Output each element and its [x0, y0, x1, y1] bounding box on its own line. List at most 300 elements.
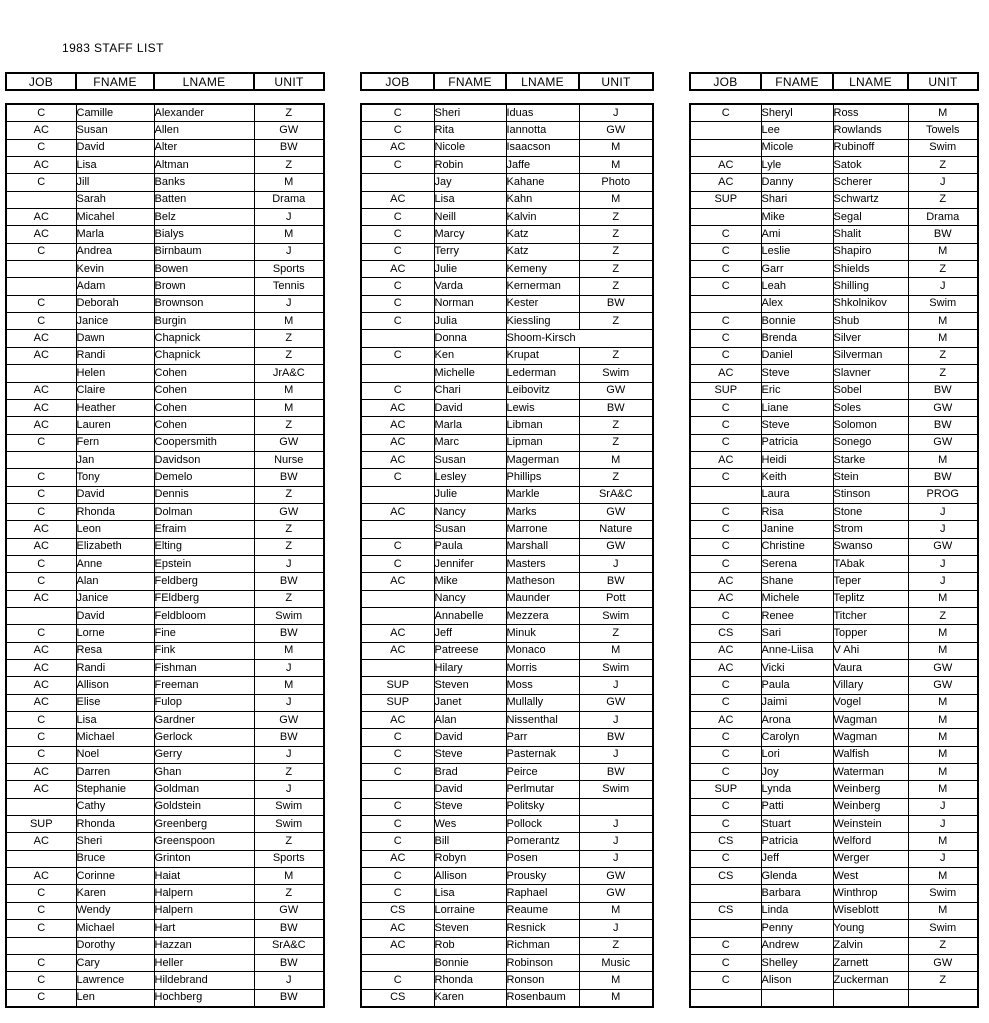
fname-cell: Jill: [76, 174, 154, 191]
job-cell: C: [6, 174, 76, 191]
job-cell: C: [6, 434, 76, 451]
unit-cell: Z: [254, 833, 324, 850]
unit-cell: M: [908, 330, 978, 347]
job-cell: C: [361, 868, 434, 885]
fname-cell: Rhonda: [76, 503, 154, 520]
job-cell: [6, 261, 76, 278]
job-cell: [361, 365, 434, 382]
table-row: [690, 937, 978, 954]
lname-cell: Marshall: [506, 538, 579, 555]
fname-cell: Alan: [76, 573, 154, 590]
fname-cell: Alex: [761, 295, 833, 312]
table-row: [690, 417, 978, 434]
job-cell: C: [361, 347, 434, 364]
fname-cell: Neill: [434, 209, 506, 226]
job-cell: C: [6, 139, 76, 156]
job-cell: CS: [690, 833, 761, 850]
table-row: [6, 521, 324, 538]
unit-cell: J: [254, 555, 324, 572]
unit-cell: Swim: [908, 295, 978, 312]
fname-cell: Elise: [76, 694, 154, 711]
job-cell: CS: [690, 625, 761, 642]
table-row: [690, 642, 978, 659]
fname-cell: Paula: [761, 677, 833, 694]
job-cell: [690, 920, 761, 937]
fname-cell: Nancy: [434, 503, 506, 520]
job-cell: [361, 590, 434, 607]
fname-cell: Barbara: [761, 885, 833, 902]
unit-cell: GW: [579, 868, 653, 885]
column-header-unit: UNIT: [579, 73, 653, 90]
table-row: [690, 625, 978, 642]
lname-cell: Fink: [154, 642, 254, 659]
lname-cell: Lipman: [506, 434, 579, 451]
unit-cell: Z: [254, 347, 324, 364]
lname-cell: Weinberg: [833, 798, 908, 815]
job-cell: C: [361, 555, 434, 572]
table-row: [690, 451, 978, 468]
table-row: [361, 451, 653, 468]
job-cell: AC: [361, 625, 434, 642]
job-cell: C: [6, 469, 76, 486]
table-row: [6, 174, 324, 191]
job-cell: C: [690, 434, 761, 451]
unit-cell: J: [908, 850, 978, 867]
fname-cell: Jeff: [761, 850, 833, 867]
table-row: [6, 486, 324, 503]
job-cell: AC: [6, 122, 76, 139]
job-cell: AC: [6, 330, 76, 347]
job-cell: C: [690, 798, 761, 815]
job-cell: AC: [690, 712, 761, 729]
fname-cell: Cary: [76, 954, 154, 971]
unit-cell: J: [254, 746, 324, 763]
unit-cell: M: [579, 989, 653, 1007]
job-cell: C: [6, 746, 76, 763]
unit-cell: Towels: [908, 122, 978, 139]
lname-cell: Magerman: [506, 451, 579, 468]
fname-cell: Janice: [76, 313, 154, 330]
table-row: [6, 902, 324, 919]
staff-table-column-2: [360, 72, 654, 1008]
job-cell: C: [690, 729, 761, 746]
lname-cell: Dennis: [154, 486, 254, 503]
lname-cell: Feldbloom: [154, 607, 254, 624]
fname-cell: Rob: [434, 937, 506, 954]
job-cell: [6, 850, 76, 867]
table-row: [690, 607, 978, 624]
fname-cell: Robyn: [434, 850, 506, 867]
fname-cell: Donna: [434, 330, 506, 347]
unit-cell: GW: [908, 660, 978, 677]
table-row: [690, 989, 978, 1007]
fname-cell: Susan: [434, 451, 506, 468]
table-row: [361, 469, 653, 486]
unit-cell: GW: [908, 434, 978, 451]
fname-cell: Resa: [76, 642, 154, 659]
table-row: [6, 677, 324, 694]
job-cell: AC: [6, 694, 76, 711]
unit-cell: M: [908, 746, 978, 763]
unit-cell: M: [908, 313, 978, 330]
fname-cell: Patti: [761, 798, 833, 815]
fname-cell: Lesley: [434, 469, 506, 486]
job-cell: C: [361, 885, 434, 902]
lname-cell: Mullally: [506, 694, 579, 711]
fname-cell: Varda: [434, 278, 506, 295]
table-row: [361, 417, 653, 434]
lname-cell: Satok: [833, 157, 908, 174]
table-row: [6, 920, 324, 937]
fname-cell: Bonnie: [434, 954, 506, 971]
table-row: [690, 347, 978, 364]
table-row: [361, 764, 653, 781]
lname-cell: Monaco: [506, 642, 579, 659]
fname-cell: Laura: [761, 486, 833, 503]
fname-cell: Alison: [761, 972, 833, 989]
job-cell: C: [361, 295, 434, 312]
table-row: [6, 226, 324, 243]
fname-cell: Stuart: [761, 816, 833, 833]
fname-cell: Julie: [434, 486, 506, 503]
unit-cell: J: [908, 798, 978, 815]
unit-cell: Sports: [254, 850, 324, 867]
table-row: [690, 555, 978, 572]
job-cell: C: [361, 469, 434, 486]
table-row: [6, 209, 324, 226]
table-row: [361, 729, 653, 746]
lname-cell: Lederman: [506, 365, 579, 382]
lname-cell: Markle: [506, 486, 579, 503]
job-cell: AC: [361, 434, 434, 451]
column-header-job: JOB: [6, 73, 76, 90]
lname-cell: Goldman: [154, 781, 254, 798]
unit-cell: Swim: [908, 885, 978, 902]
unit-cell: J: [254, 972, 324, 989]
fname-cell: Noel: [76, 746, 154, 763]
fname-cell: Marc: [434, 434, 506, 451]
job-cell: C: [690, 278, 761, 295]
fname-cell: Adam: [76, 278, 154, 295]
fname-cell: Lyle: [761, 157, 833, 174]
table-row: [361, 590, 653, 607]
fname-cell: Fern: [76, 434, 154, 451]
lname-cell: Winthrop: [833, 885, 908, 902]
unit-cell: M: [908, 590, 978, 607]
lname-cell: Rubinoff: [833, 139, 908, 156]
table-row: [6, 850, 324, 867]
fname-cell: Randi: [76, 347, 154, 364]
job-cell: C: [6, 989, 76, 1007]
table-row: [361, 278, 653, 295]
table-row: [690, 226, 978, 243]
table-row: [6, 816, 324, 833]
table-row: [361, 625, 653, 642]
unit-cell: BW: [254, 573, 324, 590]
lname-cell: Hazzan: [154, 937, 254, 954]
lname-cell: Krupat: [506, 347, 579, 364]
job-cell: C: [6, 243, 76, 260]
staff-table: [689, 103, 979, 1008]
table-row: [690, 694, 978, 711]
unit-cell: Tennis: [254, 278, 324, 295]
fname-cell: Steve: [434, 746, 506, 763]
fname-cell: Steven: [434, 677, 506, 694]
job-cell: C: [361, 278, 434, 295]
fname-cell: Marcy: [434, 226, 506, 243]
table-row: [690, 781, 978, 798]
unit-cell: Drama: [908, 209, 978, 226]
fname-cell: Lisa: [434, 885, 506, 902]
lname-cell: Birnbaum: [154, 243, 254, 260]
job-cell: [361, 607, 434, 624]
lname-cell: Cohen: [154, 365, 254, 382]
lname-cell: Parr: [506, 729, 579, 746]
unit-cell: Z: [254, 417, 324, 434]
fname-cell: Eric: [761, 382, 833, 399]
job-cell: [690, 989, 761, 1007]
unit-cell: BW: [579, 573, 653, 590]
fname-cell: Julia: [434, 313, 506, 330]
job-cell: SUP: [361, 677, 434, 694]
lname-cell: Bialys: [154, 226, 254, 243]
header-row: [690, 73, 978, 90]
table-row: [361, 850, 653, 867]
table-row: [361, 954, 653, 971]
fname-cell: Andrea: [76, 243, 154, 260]
lname-cell: Bowen: [154, 261, 254, 278]
fname-cell: Chari: [434, 382, 506, 399]
job-cell: AC: [6, 209, 76, 226]
table-row: [361, 295, 653, 312]
fname-cell: Shelley: [761, 954, 833, 971]
lname-cell: Dolman: [154, 503, 254, 520]
table-row: [6, 417, 324, 434]
lname-cell: Phillips: [506, 469, 579, 486]
fname-cell: Glenda: [761, 868, 833, 885]
fname-cell: Lori: [761, 746, 833, 763]
lname-cell: Politsky: [506, 798, 579, 815]
table-row: [361, 972, 653, 989]
lname-cell: Weinberg: [833, 781, 908, 798]
fname-cell: Daniel: [761, 347, 833, 364]
job-cell: C: [6, 729, 76, 746]
lname-cell: Coopersmith: [154, 434, 254, 451]
fname-cell: Randi: [76, 660, 154, 677]
fname-cell: Shari: [761, 191, 833, 208]
fname-cell: Keith: [761, 469, 833, 486]
lname-cell: Belz: [154, 209, 254, 226]
table-row: [6, 278, 324, 295]
table-row: [361, 521, 653, 538]
job-cell: C: [6, 972, 76, 989]
lname-cell: Scherer: [833, 174, 908, 191]
table-row: [361, 989, 653, 1007]
job-cell: CS: [361, 989, 434, 1007]
lname-cell: Vogel: [833, 694, 908, 711]
unit-cell: Drama: [254, 191, 324, 208]
job-cell: C: [690, 816, 761, 833]
fname-cell: Hilary: [434, 660, 506, 677]
table-row: [361, 174, 653, 191]
unit-cell: M: [908, 625, 978, 642]
lname-cell: Kester: [506, 295, 579, 312]
fname-cell: David: [76, 607, 154, 624]
unit-cell: Z: [254, 330, 324, 347]
lname-cell: Iannotta: [506, 122, 579, 139]
unit-cell: Z: [908, 607, 978, 624]
staff-table: [360, 103, 654, 1008]
job-cell: C: [361, 538, 434, 555]
fname-cell: Julie: [434, 261, 506, 278]
unit-cell: Swim: [254, 798, 324, 815]
fname-cell: Jaimi: [761, 694, 833, 711]
unit-cell: Z: [254, 538, 324, 555]
table-row: [690, 885, 978, 902]
job-cell: [690, 885, 761, 902]
unit-cell: BW: [254, 139, 324, 156]
lname-cell: Cohen: [154, 417, 254, 434]
header-row: [361, 73, 653, 90]
job-cell: AC: [361, 417, 434, 434]
unit-cell: Pott: [579, 590, 653, 607]
fname-cell: Anne-Liisa: [761, 642, 833, 659]
table-row: [690, 521, 978, 538]
unit-cell: J: [579, 920, 653, 937]
job-cell: C: [690, 347, 761, 364]
table-row: [6, 607, 324, 624]
fname-cell: Linda: [761, 902, 833, 919]
column-header-unit: UNIT: [908, 73, 978, 90]
column-header-lname: LNAME: [154, 73, 254, 90]
unit-cell: M: [908, 833, 978, 850]
unit-cell: GW: [579, 122, 653, 139]
table-row: [361, 122, 653, 139]
job-cell: C: [6, 503, 76, 520]
unit-cell: M: [254, 313, 324, 330]
table-row: [690, 729, 978, 746]
unit-cell: J: [908, 278, 978, 295]
table-row: [6, 989, 324, 1007]
job-cell: C: [690, 677, 761, 694]
table-row: [361, 365, 653, 382]
column-header-job: JOB: [361, 73, 434, 90]
unit-cell: BW: [254, 625, 324, 642]
table-row: [361, 573, 653, 590]
job-cell: C: [6, 920, 76, 937]
job-cell: C: [690, 399, 761, 416]
table-row: [361, 191, 653, 208]
unit-cell: M: [908, 642, 978, 659]
fname-cell: Mike: [434, 573, 506, 590]
table-row: [690, 677, 978, 694]
lname-cell: Brown: [154, 278, 254, 295]
job-cell: AC: [361, 937, 434, 954]
fname-cell: Rhonda: [76, 816, 154, 833]
table-row: [690, 486, 978, 503]
job-cell: SUP: [361, 694, 434, 711]
job-cell: AC: [361, 503, 434, 520]
table-row: [361, 313, 653, 330]
lname-cell: Ross: [833, 104, 908, 122]
fname-cell: Michele: [761, 590, 833, 607]
table-row: [361, 920, 653, 937]
lname-cell: Grinton: [154, 850, 254, 867]
unit-cell: Z: [908, 157, 978, 174]
lname-cell: Matheson: [506, 573, 579, 590]
fname-cell: Janice: [76, 590, 154, 607]
job-cell: AC: [6, 833, 76, 850]
job-cell: C: [6, 313, 76, 330]
lname-cell: Wagman: [833, 712, 908, 729]
lname-cell: Pomerantz: [506, 833, 579, 850]
job-cell: [6, 278, 76, 295]
table-row: [6, 694, 324, 711]
fname-cell: Andrew: [761, 937, 833, 954]
fname-cell: Nancy: [434, 590, 506, 607]
table-row: [6, 538, 324, 555]
table-row: [361, 555, 653, 572]
lname-cell: Lewis: [506, 399, 579, 416]
unit-cell: Sports: [254, 261, 324, 278]
job-cell: AC: [361, 573, 434, 590]
unit-cell: GW: [254, 434, 324, 451]
fname-cell: Allison: [434, 868, 506, 885]
fname-cell: Alan: [434, 712, 506, 729]
unit-cell: M: [579, 191, 653, 208]
job-cell: AC: [6, 382, 76, 399]
job-cell: AC: [6, 642, 76, 659]
table-row: [6, 798, 324, 815]
job-cell: AC: [6, 660, 76, 677]
table-row: [690, 209, 978, 226]
job-cell: AC: [690, 451, 761, 468]
lname-cell: Prousky: [506, 868, 579, 885]
table-row: [361, 486, 653, 503]
fname-cell: Steve: [434, 798, 506, 815]
table-row: [690, 122, 978, 139]
lname-cell: Gerlock: [154, 729, 254, 746]
lname-cell: Kemeny: [506, 261, 579, 278]
unit-cell: Z: [254, 104, 324, 122]
job-cell: AC: [6, 521, 76, 538]
lname-cell: Katz: [506, 226, 579, 243]
fname-cell: Rhonda: [434, 972, 506, 989]
staff-table-column-1: [5, 72, 325, 1008]
job-cell: [361, 521, 434, 538]
table-row: [6, 243, 324, 260]
unit-cell: J: [908, 521, 978, 538]
job-cell: AC: [6, 677, 76, 694]
job-cell: AC: [361, 451, 434, 468]
job-cell: C: [361, 122, 434, 139]
fname-cell: Ami: [761, 226, 833, 243]
lname-cell: Elting: [154, 538, 254, 555]
job-cell: C: [6, 573, 76, 590]
lname-cell: Teper: [833, 573, 908, 590]
fname-cell: Tony: [76, 469, 154, 486]
fname-cell: Jennifer: [434, 555, 506, 572]
lname-cell: Davidson: [154, 451, 254, 468]
unit-cell: Swim: [579, 781, 653, 798]
job-cell: C: [361, 972, 434, 989]
job-cell: C: [690, 764, 761, 781]
fname-cell: Leah: [761, 278, 833, 295]
job-cell: AC: [6, 538, 76, 555]
job-cell: AC: [690, 660, 761, 677]
lname-cell: Kalvin: [506, 209, 579, 226]
table-row: [361, 434, 653, 451]
